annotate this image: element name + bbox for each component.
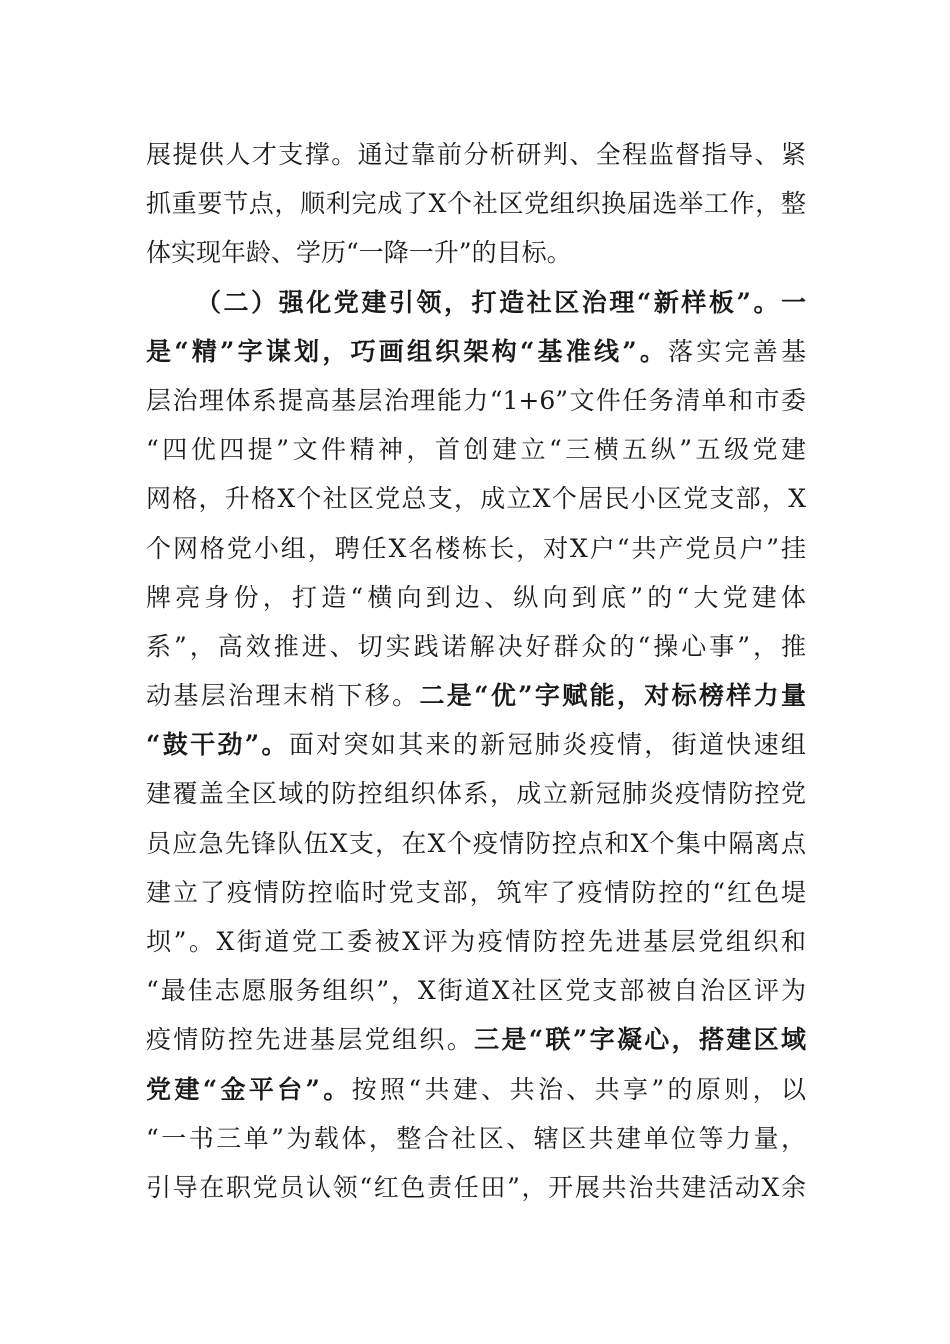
text-line [146,819,806,868]
text-line [146,966,806,1015]
bold-text-segment: 党建“金平台”。 [146,1074,352,1104]
text-segment: 系”，高效推进、切实践诺解决好群众的“操心事”，推 [146,631,806,661]
text-line [146,917,806,966]
text-segment: 网格，升格X个社区党总支，成立X个居民小区党支部，X [146,484,806,514]
bold-text-segment: “鼓干劲”。 [146,730,289,760]
text-line [146,769,806,818]
text-line [146,573,806,622]
bold-text-segment: 三是“联”字凝心，搭建区域 [474,1025,806,1055]
text-segment: 动基层治理末梢下移。 [146,681,420,711]
body-text [146,130,806,1212]
text-line [146,228,806,277]
text-segment: 疫情防控先进基层党组织。 [146,1025,475,1055]
text-segment: “最佳志愿服务组织”，X街道X社区党支部被自治区评为 [146,976,806,1006]
text-segment: 体实现年龄、学历“一降一升”的目标。 [146,238,572,268]
text-segment: 建覆盖全区域的防控组织体系，成立新冠肺炎疫情防控党 [146,779,806,809]
text-line [146,1163,806,1212]
bold-text-segment: 是“精”字谋划，巧画组织架构“基准线”。 [146,336,669,366]
text-line [146,524,806,573]
text-segment: 层治理体系提高基层治理能力“1+6”文件任务清单和市委 [146,385,806,415]
text-segment: 落实完善基 [668,336,806,366]
text-line [146,1065,806,1114]
text-line [146,474,806,523]
text-line [146,622,806,671]
text-line [146,130,806,179]
text-segment: 个网格党小组，聘任X名楼栋长，对X户“共产党员户”挂 [146,533,806,563]
text-segment: 按照“共建、共治、共享”的原则，以 [351,1074,806,1104]
text-line [146,671,806,720]
text-line [146,376,806,425]
text-segment: 坝”。X街道党工委被X评为疫情防控先进基层党组织和 [146,927,806,956]
text-segment: “四优四提”文件精神，首创建立“三横五纵”五级党建 [146,435,806,465]
text-line [146,179,806,228]
text-segment: 面对突如其来的新冠肺炎疫情，街道快速组 [288,730,806,760]
text-segment: 抓重要节点，顺利完成了X个社区党组织换届选举工作，整 [146,189,806,219]
text-line [146,720,806,769]
text-segment: 牌亮身份，打造“横向到边、纵向到底”的“大党建体 [146,582,806,612]
text-line [146,1114,806,1163]
text-segment: “一书三单”为载体，整合社区、辖区共建单位等力量， [146,1123,806,1153]
text-line [146,327,806,376]
text-segment: 展提供人才支撑。通过靠前分析研判、全程监督指导、紧 [146,140,806,169]
text-line [146,425,806,474]
text-line [146,868,806,917]
text-line [146,1015,806,1064]
text-segment: 员应急先锋队伍X支，在X个疫情防控点和X个集中隔离点 [146,828,806,858]
text-segment: 引导在职党员认领“红色责任田”，开展共治共建活动X余 [146,1172,806,1202]
bold-text-segment: （二）强化党建引领，打造社区治理“新样板”。一 [196,287,806,317]
bold-text-segment: 二是“优”字赋能，对标榜样力量 [419,681,806,711]
text-segment: 建立了疫情防控临时党支部，筑牢了疫情防控的“红色堤 [146,877,806,907]
text-line [146,278,806,327]
